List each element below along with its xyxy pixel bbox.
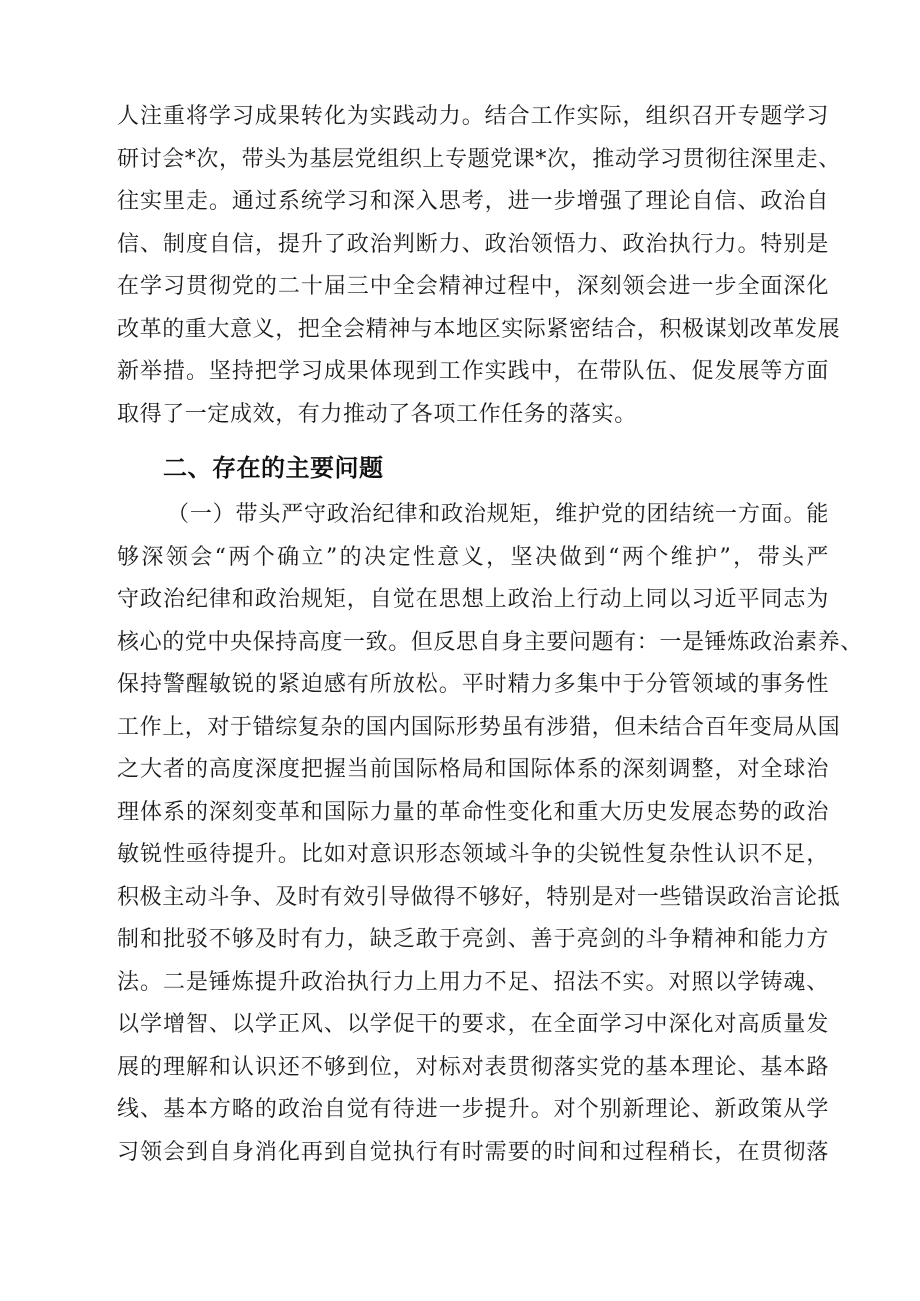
- text-line: 法。二是锤炼提升政治执行力上用力不足、招法不实。对照以学铸魂、: [117, 969, 829, 995]
- text-line: 理体系的深刻变革和国际力量的革命性变化和重大历史发展态势的政治: [117, 799, 829, 825]
- text-line: 人注重将学习成果转化为实践动力。结合工作实际，组织召开专题学习: [117, 104, 829, 129]
- paragraph-problems: [117, 494, 863, 1174]
- text-line: 线、基本方略的政治自觉有待进一步提升。对个别新理论、新政策从学: [117, 1097, 829, 1122]
- text-line: 在学习贯彻党的二十届三中全会精神过程中，深刻领会进一步全面深化: [117, 274, 829, 299]
- text-line: 往实里走。通过系统学习和深入思考，进一步增强了理论自信、政治自: [117, 189, 829, 214]
- text-line: 新举措。坚持把学习成果体现到工作实践中，在带队伍、促发展等方面: [117, 359, 829, 384]
- text-line: 信、制度自信，提升了政治判断力、政治领悟力、政治执行力。特别是: [117, 231, 829, 257]
- text-line: 研讨会*次，带头为基层党组织上专题党课*次，推动学习贯彻往深里走、: [117, 146, 841, 172]
- text-line: 够深领会“两个确立”的决定性意义，坚决做到“两个维护”，带头严: [117, 544, 829, 570]
- text-line: 积极主动斗争、及时有效引导做得不够好，特别是对一些错误政治言论抵: [117, 884, 841, 910]
- text-line: 工作上，对于错综复杂的国内国际形势虽有涉猎，但未结合百年变局从国: [117, 714, 841, 740]
- text-line: 敏锐性亟待提升。比如对意识形态领域斗争的尖锐性复杂性认识不足，: [117, 842, 829, 867]
- section-heading: 二、存在的主要问题: [163, 454, 384, 482]
- text-line: 以学增智、以学正风、以学促干的要求，在全面学习中深化对高质量发: [117, 1012, 829, 1037]
- paragraph-achievements: [117, 96, 841, 436]
- text-line: 之大者的高度深度把握当前国际格局和国际体系的深刻调整，对全球治: [117, 757, 829, 782]
- text-line: 守政治纪律和政治规矩，自觉在思想上政治上行动上同以习近平同志为: [117, 587, 829, 612]
- text-line: 习领会到自身消化再到自觉执行有时需要的时间和过程稍长，在贯彻落: [117, 1139, 829, 1165]
- text-line: 取得了一定成效，有力推动了各项工作任务的落实。: [117, 401, 637, 427]
- text-line: 改革的重大意义，把全会精神与本地区实际紧密结合，积极谋划改革发展: [117, 316, 841, 342]
- text-line: （一）带头严守政治纪律和政治规矩，维护党的团结统一方面。能: [167, 502, 829, 527]
- text-line: 展的理解和认识还不够到位，对标对表贯彻落实党的基本理论、基本路: [117, 1054, 829, 1080]
- text-line: 制和批驳不够及时有力，缺乏敢于亮剑、善于亮剑的斗争精神和能力方: [117, 927, 829, 952]
- text-line: 保持警醒敏锐的紧迫感有所放松。平时精力多集中于分管领域的事务性: [117, 672, 829, 697]
- text-line: 核心的党中央保持高度一致。但反思自身主要问题有：一是锤炼政治素养、: [117, 629, 863, 655]
